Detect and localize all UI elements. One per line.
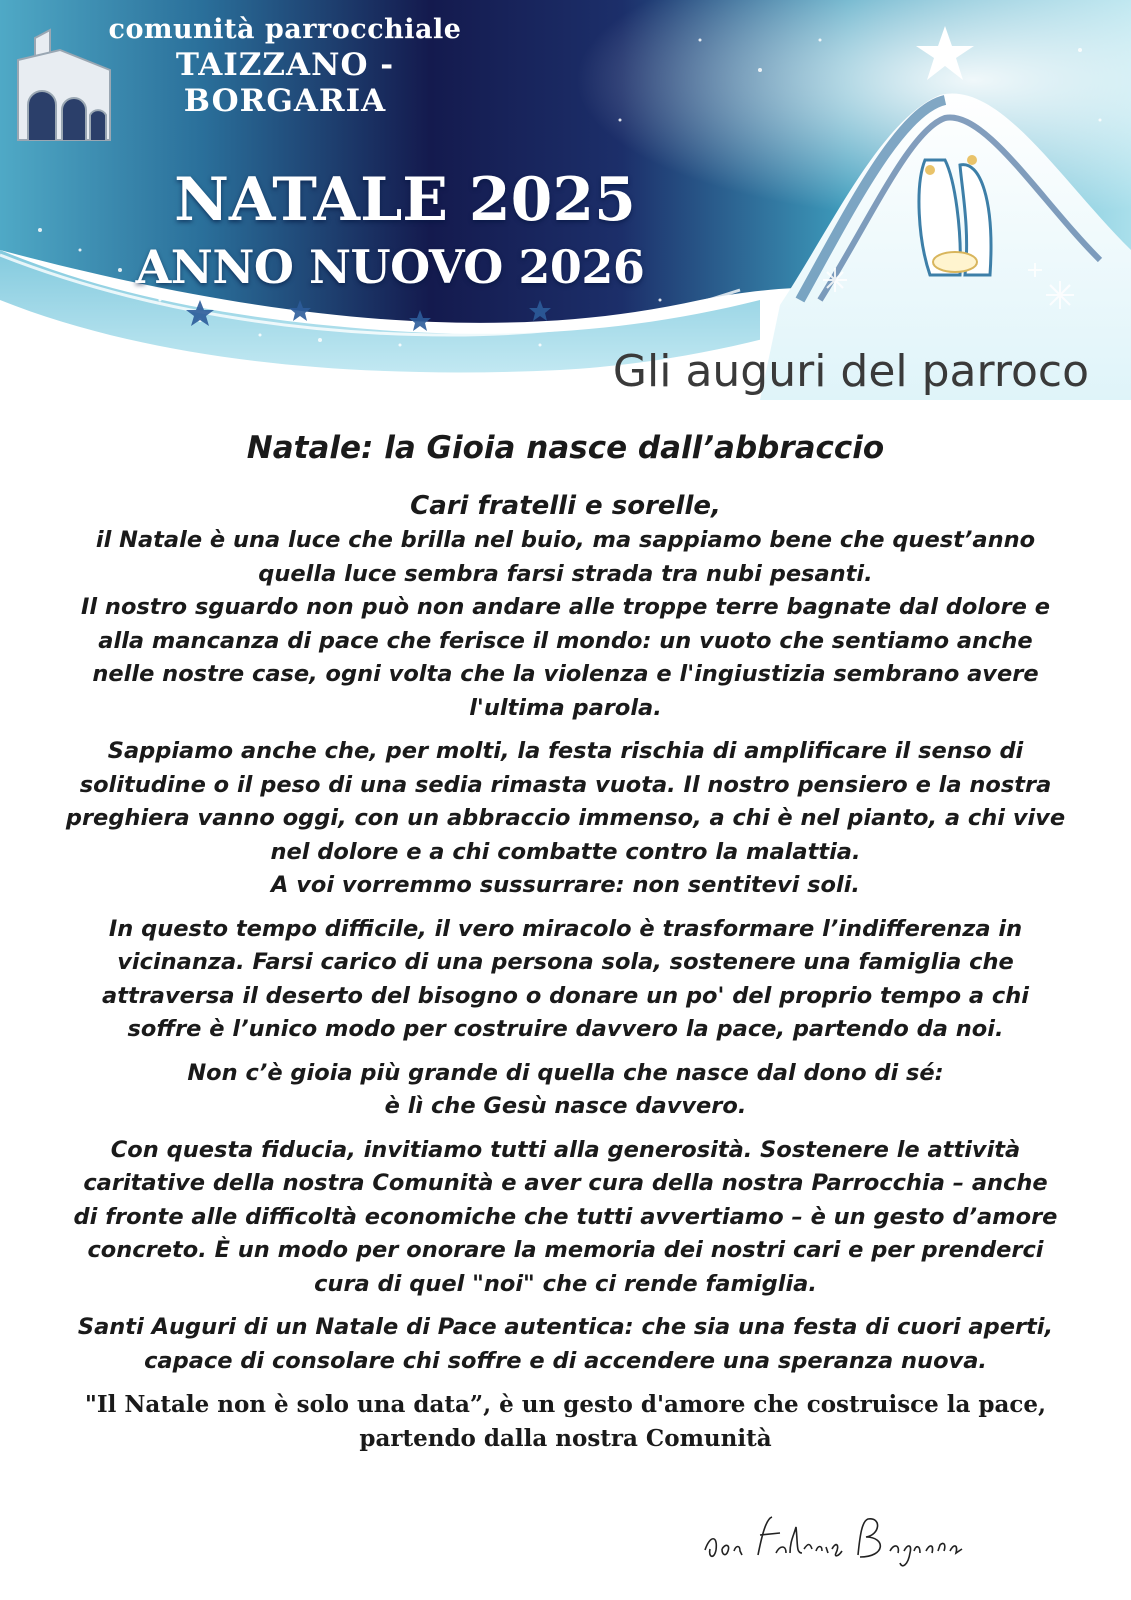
letter-paragraph: Non c’è gioia più grande di quella che nasce dal dono di sé: è lì che Gesù nasce davvero. [187,1059,944,1120]
letter-body [40,428,1091,1456]
greeting-label: Gli auguri del parroco [612,346,1089,397]
closing-quote: "Il Natale non è solo una data”, è un gesto d'amore che costruisce la pace, partendo dalla nostra Comunità [84,1391,1047,1453]
letter-paragraph: Sappiamo anche che, per molti, la festa rischia di amplificare il senso di solitudine o il peso di una sedia rimasta vuota. Il nostro pensiero e la nostra preghiera vanno oggi, con un abbraccio immenso, a chi è nel pianto, a chi vive nel dolore e a chi combatte contro la malattia. A voi vorremmo sussurrare: non sentitevi soli. [65,738,1066,899]
signature [700,1505,980,1575]
letter-paragraph: Con questa fiducia, invitiamo tutti alla generosità. Sostenere le attività caritative della nostra Comunità e aver cura della nostra Parrocchia – anche di fronte alle difficoltà economiche che tutti avvertiamo – è un gesto d’amore concreto. È un modo per onorare la memoria dei nostri cari e per prenderci cura di quel "noi" che ci rende famiglia. [73,1136,1058,1297]
parish-name-line2: TAIZZANO - BORGARIA [175,47,395,119]
letter-paragraph: Santi Auguri di un Natale di Pace autentica: che sia una festa di cuori aperti, capace di consolare chi soffre e di accendere una speranza nuova. [77,1314,1054,1374]
letter-salutation: Cari fratelli e sorelle, [410,491,721,522]
letter-headline: Natale: la Gioia nasce dall’abbraccio [246,430,885,466]
letter-paragraph: In questo tempo difficile, il vero miracolo è trasformare l’indifferenza in vicinanza. Farsi carico di una persona sola, sostenere una famiglia che attraversa il deserto del bisogno o donare un po' del proprio tempo a chi soffre è l’unico modo per costruire davvero la pace, partendo da noi. [102,915,1029,1043]
banner-subtitle: ANNO NUOVO 2026 [135,240,645,294]
parish-name-line1: comunità parrocchiale [108,14,462,45]
letter-paragraph: il Natale è una luce che brilla nel buio, ma sappiamo bene che quest’anno quella luce sembra farsi strada tra nubi pesanti. Il nostro sguardo non può non andare alle troppe terre bagnate dal dolore e alla mancanza di pace che ferisce il mondo: un vuoto che sentiamo anche nelle nostre case, ogni volta che la violenza e l'ingiustizia sembrano avere l'ultima parola. [81,527,1050,721]
banner-title: NATALE 2025 [174,165,636,235]
